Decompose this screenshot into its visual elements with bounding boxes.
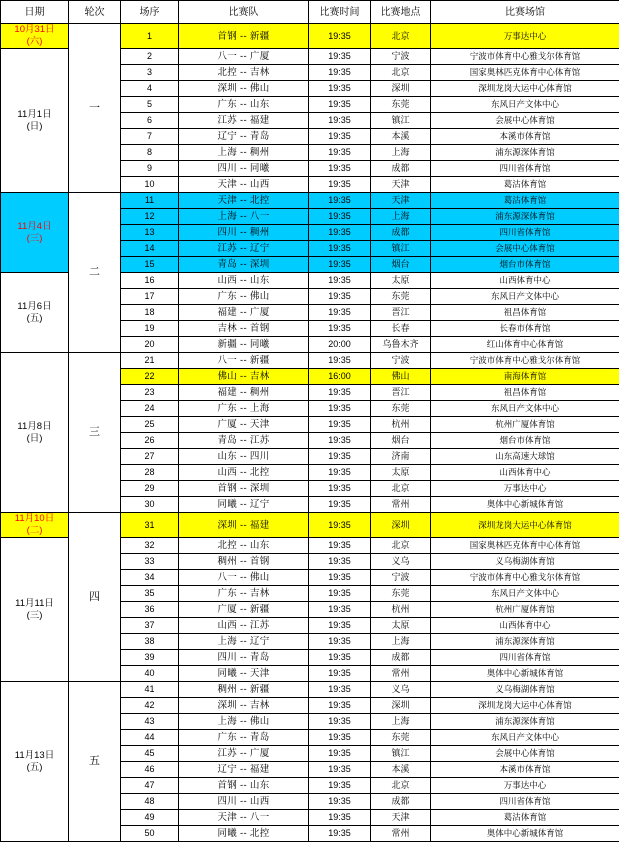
venue-cell: 本溪市体育馆 <box>431 762 619 778</box>
time-cell: 19:35 <box>309 177 371 193</box>
place-cell: 东莞 <box>371 289 431 305</box>
date-cell: 11月6日 (五) <box>1 273 69 353</box>
venue-cell: 四川省体育馆 <box>431 650 619 666</box>
time-cell: 19:35 <box>309 241 371 257</box>
teams-cell: 青岛 -- 深圳 <box>179 257 309 273</box>
header-match-no: 场序 <box>121 1 179 24</box>
time-cell: 19:35 <box>309 602 371 618</box>
header-venue: 比赛场馆 <box>431 1 619 24</box>
teams-cell: 山西 -- 山东 <box>179 273 309 289</box>
round-cell: 一 <box>69 24 121 193</box>
teams-cell: 江苏 -- 广厦 <box>179 746 309 762</box>
place-cell: 成都 <box>371 794 431 810</box>
time-cell: 19:35 <box>309 538 371 554</box>
venue-cell: 浦东源深体育馆 <box>431 634 619 650</box>
venue-cell: 杭州广厦体育馆 <box>431 602 619 618</box>
teams-cell: 天津 -- 山西 <box>179 177 309 193</box>
venue-cell: 东风日产文体中心 <box>431 401 619 417</box>
table-header <box>1 1 619 24</box>
place-cell: 宁波 <box>371 49 431 65</box>
venue-cell: 深圳龙岗大运中心体育馆 <box>431 81 619 97</box>
time-cell: 19:35 <box>309 161 371 177</box>
place-cell: 乌鲁木齐 <box>371 337 431 353</box>
time-cell: 19:35 <box>309 305 371 321</box>
venue-cell: 山西体育中心 <box>431 273 619 289</box>
match-no-cell: 50 <box>121 826 179 842</box>
place-cell: 北京 <box>371 24 431 49</box>
match-no-cell: 33 <box>121 554 179 570</box>
venue-cell: 东风日产文体中心 <box>431 586 619 602</box>
teams-cell: 八一 -- 佛山 <box>179 570 309 586</box>
teams-cell: 上海 -- 八一 <box>179 209 309 225</box>
place-cell: 长春 <box>371 321 431 337</box>
teams-cell: 青岛 -- 江苏 <box>179 433 309 449</box>
time-cell: 19:35 <box>309 698 371 714</box>
place-cell: 成都 <box>371 225 431 241</box>
place-cell: 镇江 <box>371 241 431 257</box>
header-place: 比赛地点 <box>371 1 431 24</box>
venue-cell: 万事达中心 <box>431 778 619 794</box>
teams-cell: 广东 -- 佛山 <box>179 289 309 305</box>
place-cell: 镇江 <box>371 746 431 762</box>
teams-cell: 上海 -- 佛山 <box>179 714 309 730</box>
match-no-cell: 45 <box>121 746 179 762</box>
teams-cell: 首钢 -- 深圳 <box>179 481 309 497</box>
time-cell: 19:35 <box>309 554 371 570</box>
place-cell: 镇江 <box>371 113 431 129</box>
date-cell: 11月4日 (三) <box>1 193 69 273</box>
teams-cell: 辽宁 -- 福建 <box>179 762 309 778</box>
place-cell: 太原 <box>371 465 431 481</box>
match-no-cell: 36 <box>121 602 179 618</box>
date-cell: 11月11日 (三) <box>1 538 69 682</box>
time-cell: 19:35 <box>309 666 371 682</box>
teams-cell: 八一 -- 广厦 <box>179 49 309 65</box>
time-cell: 19:35 <box>309 353 371 369</box>
match-no-cell: 35 <box>121 586 179 602</box>
place-cell: 北京 <box>371 481 431 497</box>
teams-cell: 广东 -- 山东 <box>179 97 309 113</box>
match-no-cell: 28 <box>121 465 179 481</box>
match-no-cell: 17 <box>121 289 179 305</box>
time-cell: 16:00 <box>309 369 371 385</box>
match-no-cell: 41 <box>121 682 179 698</box>
venue-cell: 山西体育中心 <box>431 618 619 634</box>
teams-cell: 上海 -- 稠州 <box>179 145 309 161</box>
teams-cell: 广厦 -- 天津 <box>179 417 309 433</box>
place-cell: 上海 <box>371 145 431 161</box>
teams-cell: 深圳 -- 福建 <box>179 513 309 538</box>
match-no-cell: 11 <box>121 193 179 209</box>
date-cell: 11月10日 (二) <box>1 513 69 538</box>
time-cell: 19:35 <box>309 273 371 289</box>
teams-cell: 山西 -- 北控 <box>179 465 309 481</box>
match-no-cell: 29 <box>121 481 179 497</box>
venue-cell: 东风日产文体中心 <box>431 289 619 305</box>
header-time: 比赛时间 <box>309 1 371 24</box>
place-cell: 天津 <box>371 177 431 193</box>
time-cell: 19:35 <box>309 810 371 826</box>
time-cell: 19:35 <box>309 634 371 650</box>
time-cell: 19:35 <box>309 417 371 433</box>
time-cell: 19:35 <box>309 586 371 602</box>
place-cell: 济南 <box>371 449 431 465</box>
date-cell: 11月8日 (日) <box>1 353 69 513</box>
place-cell: 天津 <box>371 810 431 826</box>
time-cell: 19:35 <box>309 465 371 481</box>
match-no-cell: 42 <box>121 698 179 714</box>
match-no-cell: 39 <box>121 650 179 666</box>
place-cell: 佛山 <box>371 369 431 385</box>
date-cell: 11月1日 (日) <box>1 49 69 193</box>
header-teams: 比赛队 <box>179 1 309 24</box>
place-cell: 东莞 <box>371 586 431 602</box>
match-no-cell: 47 <box>121 778 179 794</box>
time-cell: 19:35 <box>309 794 371 810</box>
time-cell: 19:35 <box>309 682 371 698</box>
place-cell: 烟台 <box>371 433 431 449</box>
place-cell: 常州 <box>371 826 431 842</box>
venue-cell: 东风日产文体中心 <box>431 730 619 746</box>
date-cell: 11月13日 (五) <box>1 682 69 842</box>
time-cell: 19:35 <box>309 730 371 746</box>
match-no-cell: 40 <box>121 666 179 682</box>
venue-cell: 烟台市体育馆 <box>431 257 619 273</box>
match-no-cell: 9 <box>121 161 179 177</box>
teams-cell: 福建 -- 广厦 <box>179 305 309 321</box>
place-cell: 上海 <box>371 209 431 225</box>
venue-cell: 长春市体育馆 <box>431 321 619 337</box>
match-no-cell: 8 <box>121 145 179 161</box>
venue-cell: 奥体中心新城体育馆 <box>431 497 619 513</box>
match-no-cell: 3 <box>121 65 179 81</box>
venue-cell: 祖昌体育馆 <box>431 385 619 401</box>
match-no-cell: 43 <box>121 714 179 730</box>
venue-cell: 宁波市体育中心雅戈尔体育馆 <box>431 353 619 369</box>
venue-cell: 奥体中心新城体育馆 <box>431 826 619 842</box>
place-cell: 义乌 <box>371 682 431 698</box>
time-cell: 19:35 <box>309 65 371 81</box>
teams-cell: 广东 -- 上海 <box>179 401 309 417</box>
venue-cell: 深圳龙岗大运中心体育馆 <box>431 698 619 714</box>
place-cell: 深圳 <box>371 513 431 538</box>
match-no-cell: 48 <box>121 794 179 810</box>
teams-cell: 首钢 -- 新疆 <box>179 24 309 49</box>
time-cell: 19:35 <box>309 826 371 842</box>
teams-cell: 同曦 -- 天津 <box>179 666 309 682</box>
teams-cell: 福建 -- 稠州 <box>179 385 309 401</box>
venue-cell: 葛沽体育馆 <box>431 810 619 826</box>
match-no-cell: 21 <box>121 353 179 369</box>
venue-cell: 义乌梅湖体育馆 <box>431 682 619 698</box>
match-no-cell: 22 <box>121 369 179 385</box>
place-cell: 北京 <box>371 778 431 794</box>
teams-cell: 广厦 -- 新疆 <box>179 602 309 618</box>
venue-cell: 会展中心体育馆 <box>431 746 619 762</box>
time-cell: 19:35 <box>309 650 371 666</box>
venue-cell: 国家奥林匹克体育中心体育馆 <box>431 538 619 554</box>
time-cell: 19:35 <box>309 49 371 65</box>
teams-cell: 北控 -- 吉林 <box>179 65 309 81</box>
teams-cell: 天津 -- 八一 <box>179 810 309 826</box>
venue-cell: 葛沽体育馆 <box>431 193 619 209</box>
venue-cell: 宁波市体育中心雅戈尔体育馆 <box>431 49 619 65</box>
match-no-cell: 25 <box>121 417 179 433</box>
teams-cell: 首钢 -- 山东 <box>179 778 309 794</box>
place-cell: 太原 <box>371 273 431 289</box>
teams-cell: 四川 -- 山西 <box>179 794 309 810</box>
place-cell: 上海 <box>371 714 431 730</box>
place-cell: 上海 <box>371 634 431 650</box>
venue-cell: 本溪市体育馆 <box>431 129 619 145</box>
match-no-cell: 19 <box>121 321 179 337</box>
match-no-cell: 26 <box>121 433 179 449</box>
place-cell: 宁波 <box>371 353 431 369</box>
teams-cell: 上海 -- 辽宁 <box>179 634 309 650</box>
date-cell: 10月31日 (六) <box>1 24 69 49</box>
table-row <box>1 24 619 49</box>
time-cell: 19:35 <box>309 449 371 465</box>
teams-cell: 佛山 -- 吉林 <box>179 369 309 385</box>
teams-cell: 深圳 -- 吉林 <box>179 698 309 714</box>
time-cell: 19:35 <box>309 746 371 762</box>
teams-cell: 深圳 -- 佛山 <box>179 81 309 97</box>
time-cell: 19:35 <box>309 570 371 586</box>
match-no-cell: 38 <box>121 634 179 650</box>
venue-cell: 会展中心体育馆 <box>431 241 619 257</box>
match-no-cell: 27 <box>121 449 179 465</box>
teams-cell: 广东 -- 吉林 <box>179 586 309 602</box>
match-no-cell: 20 <box>121 337 179 353</box>
place-cell: 晋江 <box>371 305 431 321</box>
time-cell: 19:35 <box>309 714 371 730</box>
place-cell: 常州 <box>371 497 431 513</box>
place-cell: 深圳 <box>371 698 431 714</box>
venue-cell: 万事达中心 <box>431 24 619 49</box>
match-no-cell: 49 <box>121 810 179 826</box>
time-cell: 19:35 <box>309 762 371 778</box>
venue-cell: 奥体中心新城体育馆 <box>431 666 619 682</box>
time-cell: 19:35 <box>309 129 371 145</box>
match-no-cell: 18 <box>121 305 179 321</box>
place-cell: 深圳 <box>371 81 431 97</box>
teams-cell: 四川 -- 同曦 <box>179 161 309 177</box>
round-cell: 二 <box>69 193 121 353</box>
venue-cell: 四川省体育馆 <box>431 161 619 177</box>
time-cell: 19:35 <box>309 81 371 97</box>
place-cell: 北京 <box>371 65 431 81</box>
match-no-cell: 24 <box>121 401 179 417</box>
place-cell: 东莞 <box>371 401 431 417</box>
round-cell: 五 <box>69 682 121 842</box>
teams-cell: 天津 -- 北控 <box>179 193 309 209</box>
table-row <box>1 682 619 698</box>
time-cell: 19:35 <box>309 401 371 417</box>
time-cell: 19:35 <box>309 321 371 337</box>
teams-cell: 北控 -- 山东 <box>179 538 309 554</box>
place-cell: 成都 <box>371 650 431 666</box>
match-no-cell: 15 <box>121 257 179 273</box>
match-no-cell: 7 <box>121 129 179 145</box>
venue-cell: 浦东源深体育馆 <box>431 145 619 161</box>
teams-cell: 同曦 -- 北控 <box>179 826 309 842</box>
venue-cell: 山西体育中心 <box>431 465 619 481</box>
header-row <box>1 1 619 24</box>
time-cell: 19:35 <box>309 385 371 401</box>
match-no-cell: 37 <box>121 618 179 634</box>
teams-cell: 稠州 -- 首钢 <box>179 554 309 570</box>
place-cell: 本溪 <box>371 762 431 778</box>
place-cell: 太原 <box>371 618 431 634</box>
match-no-cell: 23 <box>121 385 179 401</box>
match-no-cell: 14 <box>121 241 179 257</box>
match-no-cell: 4 <box>121 81 179 97</box>
place-cell: 杭州 <box>371 602 431 618</box>
venue-cell: 浦东源深体育馆 <box>431 714 619 730</box>
time-cell: 19:35 <box>309 225 371 241</box>
match-no-cell: 44 <box>121 730 179 746</box>
place-cell: 天津 <box>371 193 431 209</box>
time-cell: 19:35 <box>309 257 371 273</box>
table-row <box>1 513 619 538</box>
time-cell: 19:35 <box>309 497 371 513</box>
place-cell: 东莞 <box>371 97 431 113</box>
venue-cell: 浦东源深体育馆 <box>431 209 619 225</box>
time-cell: 19:35 <box>309 513 371 538</box>
teams-cell: 山东 -- 四川 <box>179 449 309 465</box>
round-cell: 三 <box>69 353 121 513</box>
teams-cell: 山西 -- 江苏 <box>179 618 309 634</box>
match-no-cell: 10 <box>121 177 179 193</box>
place-cell: 晋江 <box>371 385 431 401</box>
venue-cell: 东风日产文体中心 <box>431 97 619 113</box>
place-cell: 烟台 <box>371 257 431 273</box>
place-cell: 义乌 <box>371 554 431 570</box>
time-cell: 20:00 <box>309 337 371 353</box>
place-cell: 东莞 <box>371 730 431 746</box>
place-cell: 本溪 <box>371 129 431 145</box>
venue-cell: 山东高速大球馆 <box>431 449 619 465</box>
time-cell: 19:35 <box>309 24 371 49</box>
match-no-cell: 1 <box>121 24 179 49</box>
venue-cell: 四川省体育馆 <box>431 225 619 241</box>
venue-cell: 会展中心体育馆 <box>431 113 619 129</box>
place-cell: 常州 <box>371 666 431 682</box>
match-no-cell: 5 <box>121 97 179 113</box>
match-no-cell: 34 <box>121 570 179 586</box>
match-no-cell: 6 <box>121 113 179 129</box>
header-round: 轮次 <box>69 1 121 24</box>
time-cell: 19:35 <box>309 618 371 634</box>
venue-cell: 祖昌体育馆 <box>431 305 619 321</box>
time-cell: 19:35 <box>309 433 371 449</box>
match-no-cell: 31 <box>121 513 179 538</box>
table-body <box>1 24 619 842</box>
teams-cell: 新疆 -- 同曦 <box>179 337 309 353</box>
time-cell: 19:35 <box>309 97 371 113</box>
venue-cell: 四川省体育馆 <box>431 794 619 810</box>
table-row <box>1 353 619 369</box>
round-cell: 四 <box>69 513 121 682</box>
place-cell: 宁波 <box>371 570 431 586</box>
venue-cell: 宁波市体育中心雅戈尔体育馆 <box>431 570 619 586</box>
time-cell: 19:35 <box>309 209 371 225</box>
venue-cell: 红山体育中心体育馆 <box>431 337 619 353</box>
venue-cell: 深圳龙岗大运中心体育馆 <box>431 513 619 538</box>
venue-cell: 南海体育馆 <box>431 369 619 385</box>
venue-cell: 葛沽体育馆 <box>431 177 619 193</box>
time-cell: 19:35 <box>309 289 371 305</box>
teams-cell: 稠州 -- 新疆 <box>179 682 309 698</box>
place-cell: 北京 <box>371 538 431 554</box>
match-no-cell: 13 <box>121 225 179 241</box>
venue-cell: 国家奥林匹克体育中心体育馆 <box>431 65 619 81</box>
teams-cell: 四川 -- 青岛 <box>179 650 309 666</box>
teams-cell: 江苏 -- 辽宁 <box>179 241 309 257</box>
header-date: 日期 <box>1 1 69 24</box>
teams-cell: 八一 -- 新疆 <box>179 353 309 369</box>
teams-cell: 吉林 -- 首钢 <box>179 321 309 337</box>
time-cell: 19:35 <box>309 145 371 161</box>
place-cell: 成都 <box>371 161 431 177</box>
venue-cell: 杭州广厦体育馆 <box>431 417 619 433</box>
time-cell: 19:35 <box>309 778 371 794</box>
venue-cell: 义乌梅湖体育馆 <box>431 554 619 570</box>
match-no-cell: 30 <box>121 497 179 513</box>
match-no-cell: 32 <box>121 538 179 554</box>
match-no-cell: 2 <box>121 49 179 65</box>
teams-cell: 辽宁 -- 青岛 <box>179 129 309 145</box>
match-no-cell: 16 <box>121 273 179 289</box>
table-row <box>1 193 619 209</box>
place-cell: 杭州 <box>371 417 431 433</box>
match-no-cell: 12 <box>121 209 179 225</box>
time-cell: 19:35 <box>309 481 371 497</box>
teams-cell: 四川 -- 稠州 <box>179 225 309 241</box>
teams-cell: 同曦 -- 辽宁 <box>179 497 309 513</box>
teams-cell: 江苏 -- 福建 <box>179 113 309 129</box>
match-no-cell: 46 <box>121 762 179 778</box>
time-cell: 19:35 <box>309 113 371 129</box>
venue-cell: 烟台市体育馆 <box>431 433 619 449</box>
time-cell: 19:35 <box>309 193 371 209</box>
teams-cell: 广东 -- 青岛 <box>179 730 309 746</box>
venue-cell: 万事达中心 <box>431 481 619 497</box>
